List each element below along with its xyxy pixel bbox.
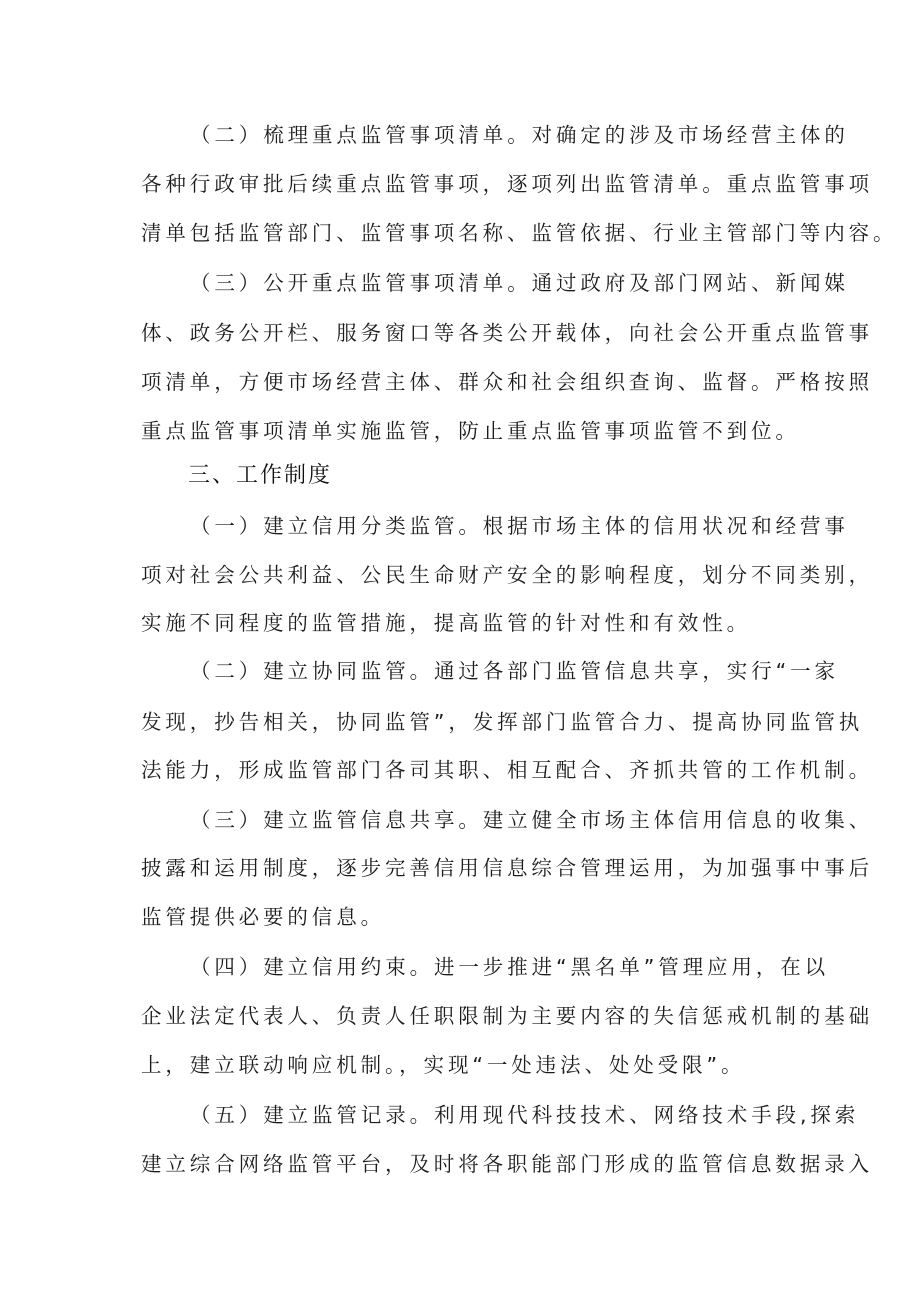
paragraph-line: （五）建立监管记录。利用现代科技技术、网络技术手段,探索 bbox=[190, 1103, 860, 1127]
paragraph-line: 重点监管事项清单实施监管，防止重点监管事项监管不到位。 bbox=[141, 419, 800, 443]
paragraph-line: 项清单，方便市场经营主体、群众和社会组织查询、监督。严格按照 bbox=[141, 370, 873, 394]
paragraph-line: 体、政务公开栏、服务窗口等各类公开载体，向社会公开重点监管事 bbox=[141, 321, 873, 345]
paragraph-line: 各种行政审批后续重点监管事项，逐项列出监管清单。重点监管事项 bbox=[141, 172, 873, 196]
paragraph-line: 建立综合网络监管平台，及时将各职能部门形成的监管信息数据录入 bbox=[141, 1152, 873, 1176]
paragraph-line: （三）公开重点监管事项清单。通过政府及部门网站、新闻媒 bbox=[190, 271, 849, 295]
paragraph-line: 项对社会公共利益、公民生命财产安全的影响程度，划分不同类别， bbox=[141, 563, 873, 587]
paragraph-line: 监管提供必要的信息。 bbox=[141, 905, 385, 929]
paragraph-line: 披露和运用制度，逐步完善信用信息综合管理运用，为加强事中事后 bbox=[141, 856, 873, 880]
paragraph-line: 企业法定代表人、负责人任职限制为主要内容的失信惩戒机制的基础 bbox=[141, 1004, 873, 1028]
paragraph-line: （二）建立协同监管。通过各部门监管信息共享，实行“一家 bbox=[190, 659, 839, 683]
paragraph-line: 上，建立联动响应机制。，实现“一处违法、处处受限”。 bbox=[141, 1053, 746, 1077]
paragraph-line: （四）建立信用约束。进一步推进“黑名单”管理应用，在以 bbox=[190, 955, 830, 979]
paragraph-line: 清单包括监管部门、监管事项名称、监管依据、行业主管部门等内容。 bbox=[141, 221, 898, 245]
paragraph-line: 法能力，形成监管部门各司其职、相互配合、齐抓共管的工作机制。 bbox=[141, 758, 873, 782]
paragraph-line: 实施不同程度的监管措施，提高监管的针对性和有效性。 bbox=[141, 611, 751, 635]
paragraph-line: （一）建立信用分类监管。根据市场主体的信用状况和经营事 bbox=[190, 514, 849, 538]
paragraph-line: 发现，抄告相关，协同监管”，发挥部门监管合力、提高协同监管执 bbox=[141, 710, 864, 734]
section-heading: 三、工作制度 bbox=[188, 463, 333, 488]
paragraph-line: （三）建立监管信息共享。建立健全市场主体信用信息的收集、 bbox=[190, 808, 874, 832]
paragraph-line: （二）梳理重点监管事项清单。对确定的涉及市场经营主体的 bbox=[190, 123, 849, 147]
